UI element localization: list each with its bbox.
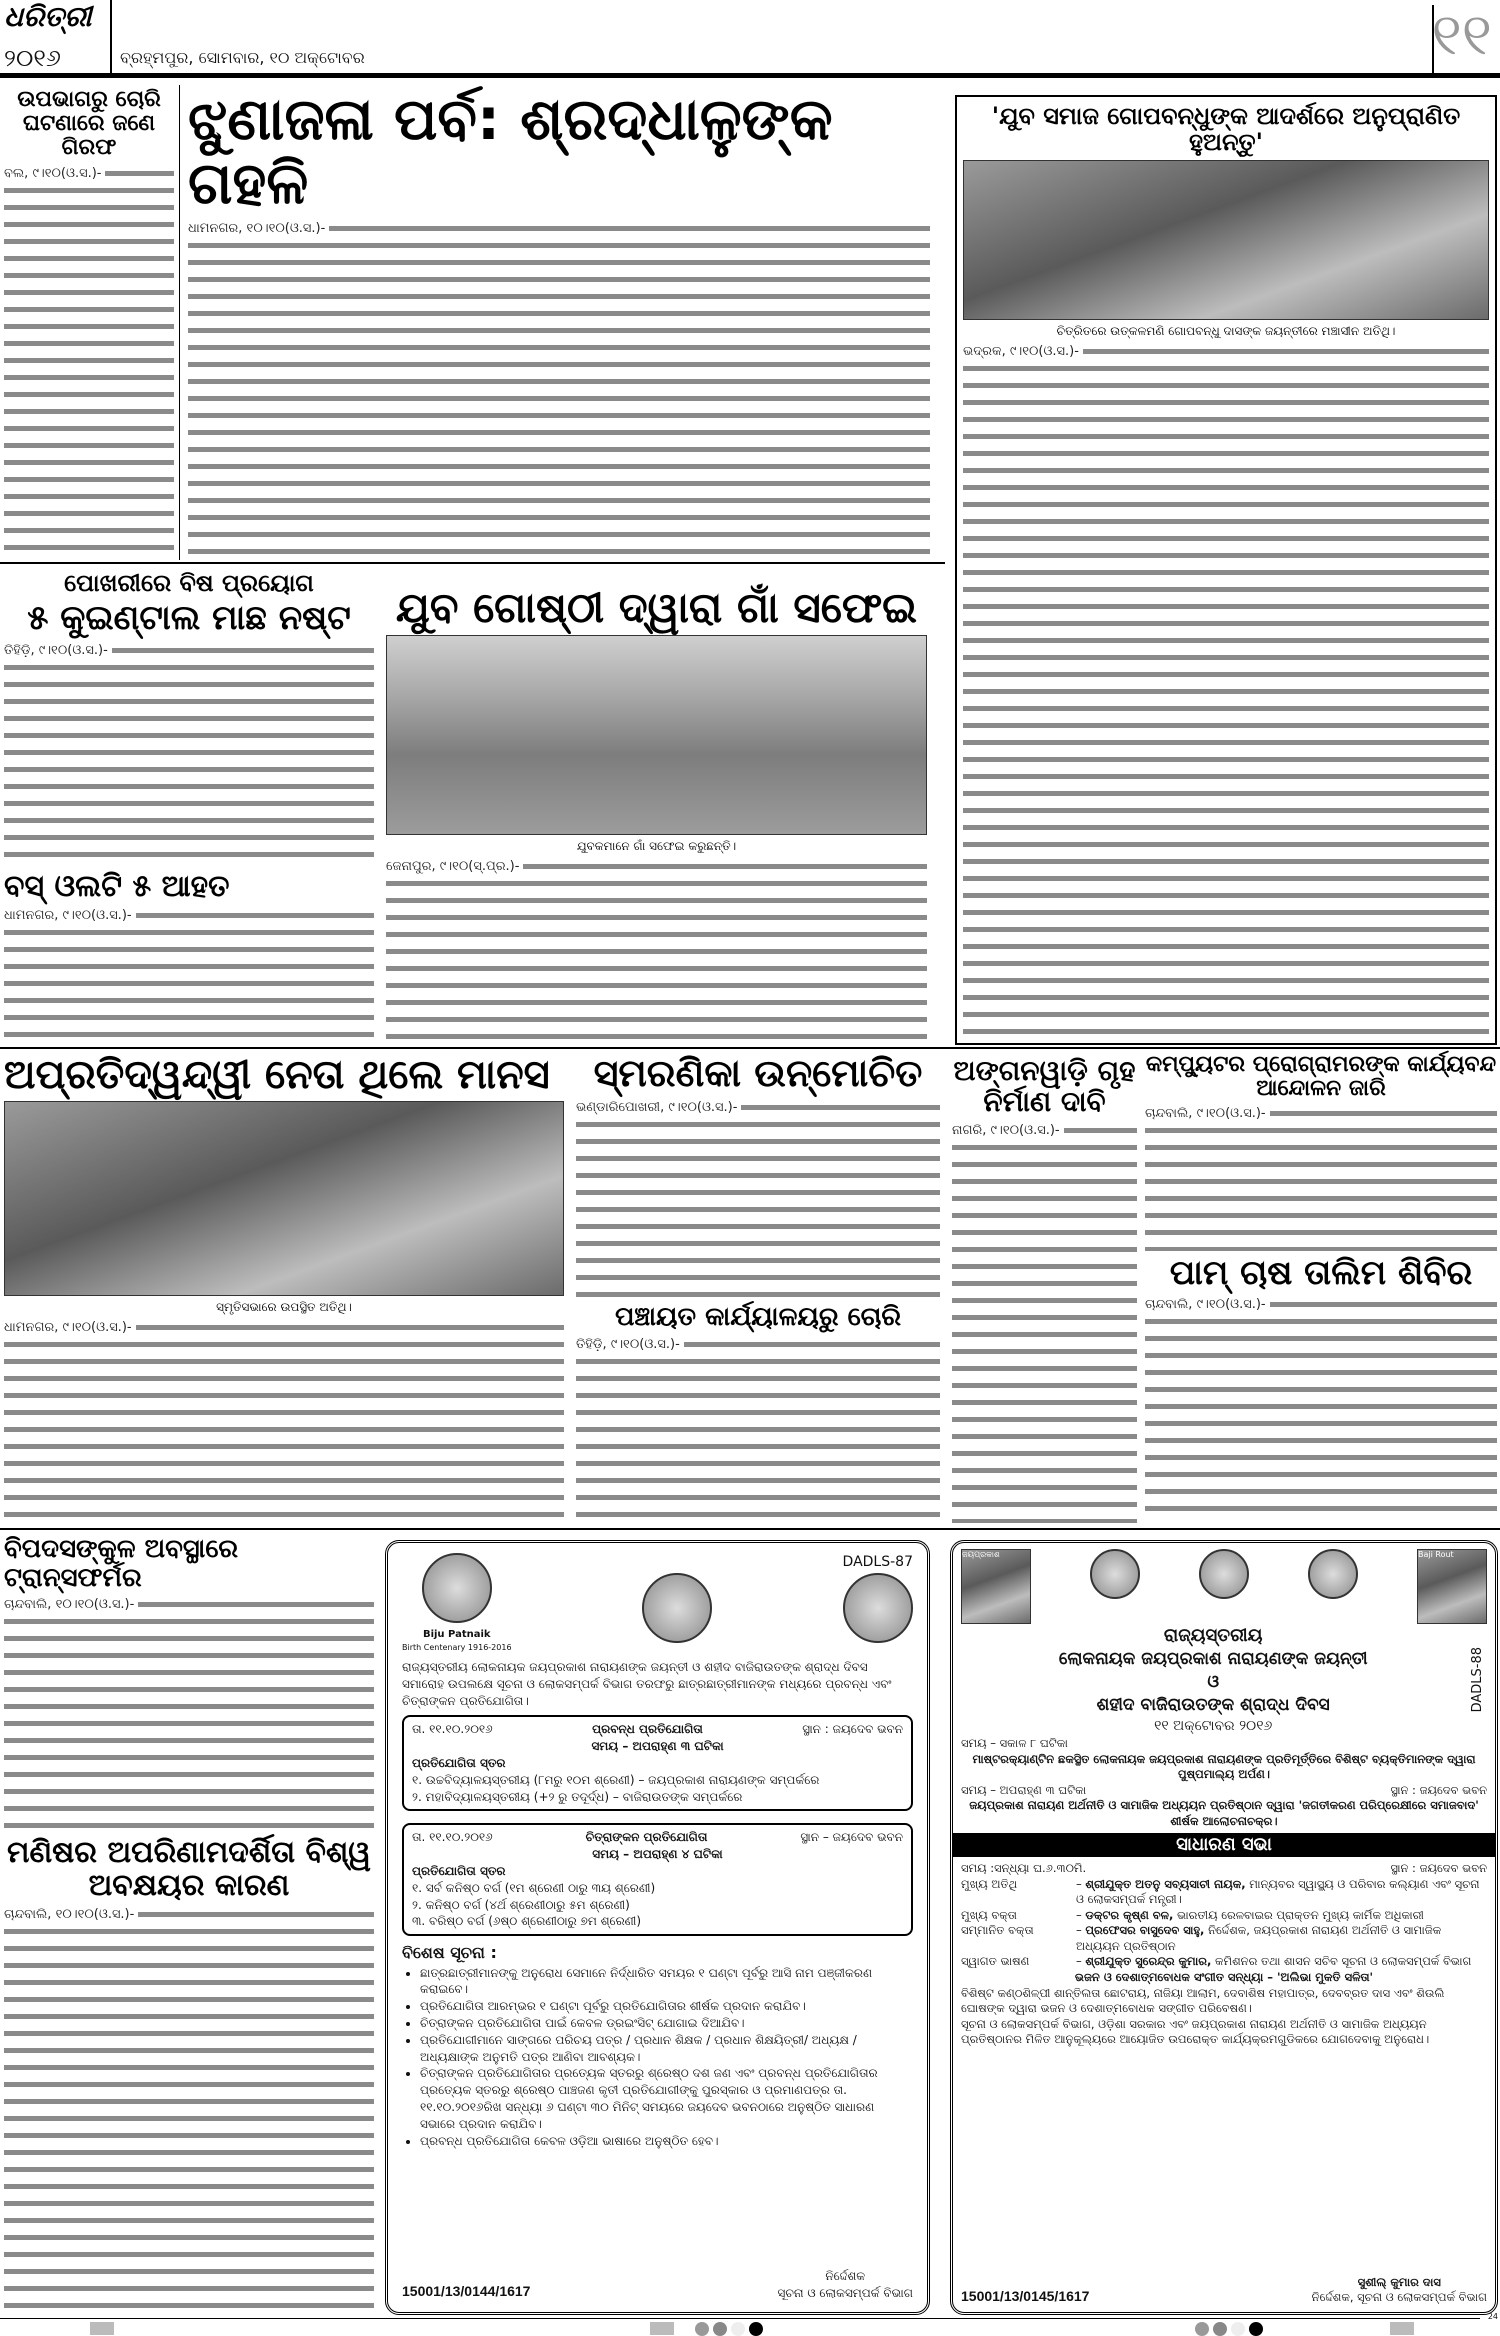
note-item: • ଚିତ୍ରାଙ୍କନ ପ୍ରତିଯୋଗିତାର ପ୍ରତ୍ୟେକ ସ୍ତରରୁ ଶ୍ରେଷ୍ଠ ଦଶ ଜଣ ଏବଂ ପ୍ରବନ୍ଧ ପ୍ରତିଯୋଗିତାର ପ୍ରତ୍ୟେକ ସ୍ତରରୁ ଶ୍ରେଷ୍ଠ ପାଞ୍ଚଜଣ କୃତୀ ପ୍ରତିଯୋଗୀଙ୍କୁ ପୁରସ୍କାର ଓ ପ୍ରମାଣପତ୍ର ତା. ୧୧.୧୦.୨୦୧୬ରିଖ ସନ୍ଧ୍ୟା ୬ ଘଣ୍ଟା ୩୦ ମିନିଟ୍ ସମୟରେ ଜୟଦେବ ଭବନଠାରେ ଅନୁଷ୍ଠିତ ସାଧାରଣ ସଭାରେ ପ୍ରଦାନ କରାଯିବ। (420, 2065, 913, 2132)
role-label: ସ୍ୱାଗତ ଭାଷଣ (961, 1954, 1030, 1969)
section-programmer (1145, 1053, 1497, 1251)
section-souvenir (576, 1053, 940, 1299)
ad2-images (961, 1549, 1487, 1624)
ad2-appeal: ସୂଚନା ଓ ଲୋକସମ୍ପର୍କ ବିଭାଗ, ଓଡ଼ିଶା ସରକାର ଏବଂ ଜୟପ୍ରକାଶ ନାରାୟଣ ଅର୍ଥନୀତି ଓ ସାମାଜିକ ଅଧ୍ୟୟନ ପ୍ରତିଷ୍ଠାନର ମିଳିତ ଆନୁକୂଲ୍ୟରେ ଆୟୋଜିତ ଉପରୋକ୍ତ କାର୍ଯ୍ୟକ୍ରମଗୁଡିକରେ ଯୋଗଦେବାକୁ ଅନୁରୋଧ। (961, 2016, 1430, 2047)
drawing-item: ୩. ବରିଷ୍ଠ ବର୍ଗ (୬ଷ୍ଠ ଶ୍ରେଣୀଠାରୁ ୭ମ ଶ୍ରେଣୀ) (412, 1914, 642, 1929)
story-lead: ତିହିଡ଼ି, ୯।୧୦(ଓ.ସ.)- (4, 643, 112, 658)
role-label: ସମ୍ମାନିତ ବକ୍ତା (961, 1923, 1034, 1938)
photo-manas-memorial (4, 1101, 564, 1296)
reg-dot (1213, 2322, 1227, 2336)
section-cleanup (386, 585, 927, 1040)
section-panchayat (576, 1303, 940, 1523)
essay-box (402, 1715, 913, 1811)
essay-header (412, 1721, 903, 1738)
story-cleanup (386, 858, 927, 1040)
headline-programmer: କମ୍ପ୍ୟୁଟର ପ୍ରୋଗ୍ରାମରଙ୍କ କାର୍ଯ୍ୟବନ୍ଦ ଆନ୍ଦୋଳନ ଜାରି (1145, 1052, 1497, 1102)
caption-manas: ସ୍ମୃତିସଭାରେ ଉପସ୍ଥିତ ଅତିଥି। (216, 1300, 352, 1314)
section-manas (4, 1053, 564, 1523)
ad1-ref: 15001/13/0144/1617 (402, 2283, 531, 2300)
drawing-date: ତା. ୧୧.୧୦.୨୦୧୬ (412, 1830, 493, 1845)
box-gopabandhu (955, 95, 1497, 1045)
role-row: ମୁଖ୍ୟ ବକ୍ତା – ଡକ୍ଟର କୃଷ୍ଣ ବଳ, ଭାରତୀୟ ରେଳବାଇର ପ୍ରାକ୍ତନ ମୁଖ୍ୟ କାର୍ମିକ ଅଧିକାରୀ (961, 1907, 1424, 1922)
story-gopabandhu (963, 343, 1489, 1037)
essay-title: ପ୍ରବନ୍ଧ ପ୍ରତିଯୋଗିତା (592, 1722, 703, 1737)
ad2-title: ଲୋକନାୟକ ଜୟପ୍ରକାଶ ନାରାୟଣଙ୍କ ଜୟନ୍ତୀ (1058, 1649, 1368, 1670)
story-lead: ଚାନ୍ଦବାଲି, ୯।୧୦(ଓ.ସ.)- (1145, 1297, 1270, 1312)
story-anganwadi (952, 1122, 1137, 1523)
footer-rule (0, 2318, 1480, 2319)
note-item: • ପ୍ରବନ୍ଧ ପ୍ରତିଯୋଗିତା କେବଳ ଓଡ଼ିଆ ଭାଷାରେ ଅନୁଷ୍ଠିତ ହେବ। (420, 2133, 913, 2150)
ad2-row (961, 1861, 1487, 1877)
essay-time: ସମୟ – ଅପରାହ୍ଣ ୩ ଘଟିକା (591, 1739, 724, 1754)
headline-palm: ପାମ୍ ଚାଷ ତାଲିମ ଶିବିର (1169, 1253, 1473, 1293)
drawing-item: ୧. ସର୍ବ କନିଷ୍ଠ ବର୍ଗ (୧ମ ଶ୍ରେଣୀ ଠାରୁ ୩ୟ ଶ୍ରେଣୀ) (412, 1880, 656, 1895)
ad2-time: ସମୟ :ସନ୍ଧ୍ୟା ଘ.୬.୩୦ମି. (961, 1861, 1087, 1876)
story-lead: ଜେନାପୁର, ୯।୧୦(ସ୍.ପ୍ର.)- (386, 859, 523, 874)
essay-item: ୨. ମହାବିଦ୍ୟାଳୟସ୍ତରୀୟ (+୨ ରୁ ତଦୂର୍ଦ୍ଧ) – ବାଜିରାଉତଙ୍କ ସମ୍ପର୍କରେ (412, 1789, 743, 1804)
signatory-name: ସୁଶୀଲ୍ କୁମାର ଦାସ (1357, 2274, 1441, 2289)
story-lead: ଚାନ୍ଦବାଲି, ୧୦।୧୦(ଓ.ସ.)- (4, 1597, 138, 1612)
color-bar (1390, 2322, 1414, 2335)
story-panchayat (576, 1336, 940, 1523)
ad2-code: DADLS-88 (1470, 1647, 1486, 1713)
ad2-title: ରାଜ୍ୟସ୍ତରୀୟ (1163, 1625, 1263, 1646)
ad2-music: ଭଜନ ଓ ଦେଶାତ୍ମବୋଧକ ସଂଗୀତ ସନ୍ଧ୍ୟା – 'ଅଲିଭା ମୁକତି ସଳିତା' (1074, 1970, 1374, 1984)
section-rule (0, 1528, 1500, 1530)
ad-jayanti (950, 1540, 1498, 2315)
ad1-signature (778, 2268, 913, 2302)
biju-portrait-icon (422, 1553, 492, 1623)
odisha-emblem-icon (1199, 1549, 1249, 1599)
page-number: ୧୧ (1431, 0, 1492, 68)
meeting-banner: ସାଧାରଣ ସଭା (953, 1833, 1495, 1857)
paper-year: ୨୦୧୬ (4, 44, 61, 72)
headline-panchayat: ପଞ୍ଚାୟତ କାର୍ଯ୍ୟାଳୟରୁ ଚୋରି (614, 1302, 902, 1332)
note-item: • ପ୍ରତିଯୋଗିତା ଆରମ୍ଭର ୧ ଘଣ୍ଟା ପୂର୍ବରୁ ପ୍ରତିଯୋଗିତାର ଶୀର୍ଷକ ପ୍ରଦାନ କରାଯିବ। (420, 1998, 913, 2015)
story-lead: ନାଗରି, ୯।୧୦(ଓ.ସ.)- (952, 1123, 1064, 1138)
story-lead: ଭଣ୍ଡାରିପୋଖରୀ, ୯।୧୦(ଓ.ସ.)- (576, 1100, 741, 1115)
section-rule (0, 562, 945, 564)
photo-baji-rout: Baji Rout (1417, 1549, 1487, 1624)
essay-venue: ସ୍ଥାନ : ଜୟଦେବ ଭବନ (802, 1722, 903, 1737)
story-lead: ବଲ, ୯।୧୦(ଓ.ସ.)- (4, 166, 105, 181)
biju-logo (402, 1553, 512, 1653)
essay-date: ତା. ୧୧.୧୦.୨୦୧୬ (412, 1722, 493, 1737)
color-bar (650, 2322, 674, 2335)
story-manas (4, 1319, 564, 1523)
role-name: ପ୍ରଫେସର ବାସୁଦେବ ସାହୁ, (1085, 1923, 1205, 1938)
drawing-header (412, 1829, 903, 1846)
ad2-title: ଶହୀଦ ବାଜିରାଉତଙ୍କ ଶ୍ରାଦ୍ଧ ଦିବସ (1096, 1695, 1330, 1716)
headline-bus: ବସ୍ ଓଲଟି ୫ ଆହତ (4, 869, 230, 904)
registration-marks (0, 2322, 1500, 2335)
essay-item: ୧. ଉଚ୍ଚବିଦ୍ୟାଳୟସ୍ତରୀୟ (୮ମରୁ ୧୦ମ ଶ୍ରେଣୀ) – ଜୟପ୍ରକାଶ ନାରାୟଣଙ୍କ ସମ୍ପର୍କରେ (412, 1772, 820, 1787)
headline-jhunajala: ଝୁଣାଜଳା ପର୍ବ: ଶ୍ରଦ୍ଧାଳୁଙ୍କ ଗହଳି (188, 85, 833, 217)
story-lead: ଚାନ୍ଦବାଲି, ୯।୧୦(ଓ.ସ.)- (1145, 1106, 1270, 1121)
color-bar (90, 2322, 114, 2335)
photo-jayaprakash: ଜୟପ୍ରକାଶ (961, 1549, 1031, 1624)
ad2-venue: ସ୍ଥାନ : ଜୟଦେବ ଭବନ (1390, 1861, 1487, 1876)
signatory-dept: ନିର୍ଦ୍ଦେଶକ, ସୂଚନା ଓ ଲୋକସମ୍ପର୍କ ବିଭାଗ (1311, 2290, 1487, 2305)
headline-theft-arrest: ଉପଭାଗରୁ ଚୋରି ଘଟଣାରେ ଜଣେ ଗିରଫ (17, 87, 161, 161)
role-desc: ମାନ୍ୟବର ସ୍ୱାସ୍ଥ୍ୟ ଓ ପରିବାର କଲ୍ୟାଣ ଏବଂ ସୂଚନା ଓ ଲୋକସମ୍ପର୍କ ମନ୍ତ୍ରୀ। (1076, 1876, 1480, 1907)
signatory-dept: ସୂଚନା ଓ ଲୋକସମ୍ପର୍କ ବିଭାଗ (777, 2286, 913, 2301)
signatory-title: ନିର୍ଦ୍ଦେଶକ (825, 2269, 866, 2284)
drawing-item: ୨. କନିଷ୍ଠ ବର୍ଗ (୪ର୍ଥ ଶ୍ରେଣୀଠାରୁ ୫ମ ଶ୍ରେଣୀ) (412, 1897, 630, 1912)
logo-sub: Birth Centenary 1916-2016 (402, 1642, 512, 1652)
role-desc: କମିଶନର ତଥା ଶାସନ ସଚିବ ସୂଚନା ଓ ଲୋକସମ୍ପର୍କ ବିଭାଗ (1215, 1954, 1472, 1969)
story-fish (4, 642, 374, 862)
role-label: ମୁଖ୍ୟ ବକ୍ତା (961, 1907, 1017, 1922)
drawing-venue: ସ୍ଥାନ – ଜୟଦେବ ଭବନ (800, 1830, 903, 1845)
section-bus (4, 870, 374, 1040)
story-jhunajala (188, 220, 930, 560)
section-anganwadi (952, 1056, 1137, 1523)
ad-competition (385, 1540, 930, 2315)
ad2-event: ମାଷ୍ଟରକ୍ୟାଣ୍ଟିନ ଛକସ୍ଥିତ ଲୋକନାୟକ ଜୟପ୍ରକାଶ ନାରାୟଣଙ୍କ ପ୍ରତିମୂର୍ତ୍ତିରେ ବିଶିଷ୍ଟ ବ୍ୟକ୍ତିମାନଙ୍କ ଦ୍ୱାରା ପୁଷ୍ପମାଲ୍ୟ ଅର୍ପଣ। (972, 1751, 1476, 1782)
roles-list (961, 1877, 1487, 1970)
photo-gopabandhu-jayanti (963, 160, 1489, 320)
reg-dot (713, 2322, 727, 2336)
reg-dot (1249, 2322, 1263, 2336)
role-row: ସ୍ୱାଗତ ଭାଷଣ – ଶ୍ରୀଯୁକ୍ତ ସୁରେନ୍ଦ୍ର କୁମାର, କମିଶନର ତଥା ଶାସନ ସଚିବ ସୂଚନା ଓ ଲୋକସମ୍ପର୍କ ବିଭାଗ (961, 1954, 1472, 1969)
headline-anganwadi: ଅଙ୍ଗନୱାଡ଼ି ଗୃହ ନିର୍ମାଣ ଦାବି (953, 1054, 1136, 1118)
role-row: ସମ୍ମାନିତ ବକ୍ତା – ପ୍ରଫେସର ବାସୁଦେବ ସାହୁ, ନିର୍ଦ୍ଦେଶକ, ଜୟପ୍ରକାଶ ନାରାୟଣ ଅର୍ଥନୀତି ଓ ସାମାଜିକ ଅଧ୍ୟୟନ ପ୍ରତିଷ୍ଠାନ (961, 1923, 1442, 1953)
section-transformer (4, 1535, 374, 1830)
section-fish (4, 570, 374, 862)
caption-cleanup: ଯୁବକମାନେ ଗାଁ ସଫେଇ କରୁଛନ୍ତି। (576, 839, 737, 854)
story-theft-arrest (4, 165, 174, 558)
story-lead: ଧାମନଗର, ୧୦।୧୦(ଓ.ସ.)- (188, 221, 329, 236)
ad2-time: ସମୟ – ଅପରାହ୍ଣ ୩ ଘଟିକା (961, 1782, 1087, 1797)
role-label: ମୁଖ୍ୟ ଅତିଥି (961, 1876, 1018, 1891)
headline-fish: ୫ କୁଇଣ୍ଟାଲ ମାଛ ନଷ୍ଟ (27, 598, 351, 639)
note-item: • ଛାତ୍ରଛାତ୍ରୀମାନଙ୍କୁ ଅନୁରୋଧ ସେମାନେ ନିର୍ଦ୍ଧାରିତ ସମୟର ୧ ଘଣ୍ଟା ପୂର୍ବରୁ ଆସି ନାମ ପଞ୍ଜୀକରଣ କରାଇବେ। (420, 1965, 913, 1999)
story-lead: ଚାନ୍ଦବାଲି, ୧୦।୧୦(ଓ.ସ.)- (4, 1907, 138, 1922)
drawing-title: ଚିତ୍ରାଙ୍କନ ପ୍ରତିଯୋଗିତା (585, 1830, 708, 1845)
notes-title: ବିଶେଷ ସୂଚନା : (402, 1943, 497, 1963)
story-programmer (1145, 1105, 1497, 1251)
ad2-title: ଓ (1207, 1672, 1220, 1693)
biju-portrait-icon (1308, 1549, 1358, 1599)
ad1-footer (402, 2268, 913, 2302)
headline-souvenir: ସ୍ମରଣିକା ଉନ୍ମୋଚିତ (593, 1051, 923, 1095)
ad-code: DADLS-87 (842, 1554, 913, 1570)
story-bus (4, 907, 374, 1040)
drawing-box (402, 1823, 913, 1936)
section-jhunajala (188, 85, 930, 560)
role-desc: ନିର୍ଦ୍ଦେଶକ, ଜୟପ୍ରକାଶ ନାରାୟଣ ଅର୍ଥନୀତି ଓ ସାମାଜିକ ଅଧ୍ୟୟନ ପ୍ରତିଷ୍ଠାନ (1076, 1923, 1442, 1953)
story-palm (1145, 1296, 1497, 1523)
section-theft-arrest (4, 88, 174, 558)
caption-gopabandhu: ଚିତ୍ରିତରେ ଉତ୍କଳମଣି ଗୋପବନ୍ଧୁ ଦାସଙ୍କ ଜୟନ୍ତୀରେ ମଞ୍ଚାସୀନ ଅତିଥି। (1056, 323, 1396, 338)
ad-intro: ରାଜ୍ୟସ୍ତରୀୟ ଲୋକନାୟକ ଜୟପ୍ରକାଶ ନାରାୟଣଙ୍କ ଜୟନ୍ତୀ ଓ ଶହୀଦ ବାଜିରାଉତଙ୍କ ଶ୍ରାଦ୍ଧ ଦିବସ ସମାରୋହ ଉପଲକ୍ଷେ ସୂଚନା ଓ ଲୋକସମ୍ପର୍କ ବିଭାଗ ତରଫରୁ ଛାତ୍ରଛାତ୍ରୀମାନଙ୍କ ମଧ୍ୟରେ ପ୍ରବନ୍ଧ ଏବଂ ଚିତ୍ରାଙ୍କନ ପ୍ରତିଯୋଗିତା। (402, 1659, 892, 1708)
role-name: ଡକ୍ଟର କୃଷ୍ଣ ବଳ, (1085, 1907, 1174, 1922)
ad2-venue: ସ୍ଥାନ : ଜୟଦେବ ଭବନ (1390, 1782, 1487, 1797)
note-item: • ପ୍ରତିଯୋଗୀମାନେ ସାଙ୍ଗରେ ପରିଚୟ ପତ୍ର / ପ୍ରଧାନ ଶିକ୍ଷକ / ପ୍ରଧାନ ଶିକ୍ଷୟିତ୍ରୀ/ ଅଧ୍ୟକ୍ଷ / ଅଧ୍ୟକ୍ଷାଙ୍କ ଅନୁମତି ପତ୍ର ଆଣିବା ଆବଶ୍ୟକ। (420, 2032, 913, 2066)
reg-dot (731, 2322, 745, 2336)
logo-text: Biju Patnaik (422, 1628, 491, 1640)
ad2-event: ଜୟପ୍ରକାଶ ନାରାୟଣ ଅର୍ଥନୀତି ଓ ସାମାଜିକ ଅଧ୍ୟୟନ ପ୍ରତିଷ୍ଠାନ ଦ୍ୱାରା 'ଜଗତୀକରଣ ପରିପ୍ରେକ୍ଷୀରେ ସମାଜବାଦ' ଶୀର୍ଷକ ଆଲୋଚନାଚକ୍ର। (969, 1798, 1479, 1828)
reg-dot (695, 2322, 709, 2336)
section-human (4, 1836, 374, 2318)
ad2-date: ୧୧ ଅକ୍ଟୋବର ୨୦୧୬ (1154, 1718, 1273, 1735)
kicker-fish: ପୋଖରୀରେ ବିଷ ପ୍ରୟୋଗ (64, 569, 314, 597)
reg-dot (1231, 2322, 1245, 2336)
headline-gopabandhu: 'ଯୁବ ସମାଜ ଗୋପବନ୍ଧୁଙ୍କ ଆଦର୍ଶରେ ଅନୁପ୍ରାଣିତ ହୁଅନ୍ତୁ' (991, 102, 1461, 157)
dateline: ବ୍ରହ୍ମପୁର, ସୋମବାର, ୧୦ ଅକ୍ଟୋବର (120, 48, 365, 67)
ad2-time: ସମୟ – ସକାଳ ୮ ଘଟିକା (961, 1736, 1068, 1750)
section-rule (0, 1047, 1500, 1049)
footer-number: 24 (1487, 2312, 1498, 2321)
drawing-time: ସମୟ – ଅପରାହ୍ଣ ୪ ଘଟିକା (592, 1847, 723, 1862)
ad2-footer (961, 2275, 1487, 2306)
headline-cleanup: ଯୁବ ଗୋଷ୍ଠୀ ଦ୍ୱାରା ଗାଁ ସଫେଇ (395, 583, 918, 632)
headline-manas: ଅପ୍ରତିଦ୍ୱନ୍ଦ୍ୱୀ ନେତା ଥିଲେ ମାନସ (4, 1052, 550, 1098)
note-item: • ଚିତ୍ରାଙ୍କନ ପ୍ରତିଯୋଗିତା ପାଇଁ କେବଳ ଡ୍ରଇଂସିଟ୍ ଯୋଗାଇ ଦିଆଯିବ। (420, 2015, 913, 2032)
ad2-row (961, 1783, 1487, 1799)
ad-logos (402, 1553, 913, 1653)
masthead (0, 0, 1500, 78)
column-rule (179, 85, 180, 560)
masthead-divider (110, 0, 112, 73)
ad2-title-block (961, 1624, 1487, 1736)
headline-human: ମଣିଷର ଅପରିଣାମଦର୍ଶିତା ବିଶ୍ୱ ଅବକ୍ଷୟର କାରଣ (7, 1835, 371, 1903)
paper-name: ଧରିତ୍ରୀ (4, 0, 92, 33)
story-human (4, 1906, 374, 2318)
story-lead: ଧାମନଗର, ୯।୧୦(ଓ.ସ.)- (4, 908, 136, 923)
story-lead: ତିହିଡ଼ି, ୯।୧୦(ଓ.ସ.)- (576, 1337, 684, 1352)
odisha-map-logo-icon (843, 1573, 913, 1643)
ad2-signature (1312, 2275, 1487, 2306)
ad2-titles (961, 1624, 1465, 1736)
story-transformer (4, 1596, 374, 1830)
drawing-level: ପ୍ରତିଯୋଗିତା ସ୍ତର (412, 1863, 506, 1878)
section-palm (1145, 1255, 1497, 1523)
role-name: ଶ୍ରୀଯୁକ୍ତ ଅତନୁ ସବ୍ୟସାଚୀ ନାୟକ, (1085, 1876, 1246, 1891)
reg-dot (749, 2322, 763, 2336)
notes-list (402, 1965, 913, 2150)
odisha-emblem-icon (642, 1573, 712, 1643)
story-souvenir (576, 1099, 940, 1299)
ad2-singers: ବିଶିଷ୍ଟ କଣ୍ଠଶିଳ୍ପୀ ଶାନ୍ତିଲତା ଛୋଟରାୟ, ନାଜିୟା ଆଲାମ, ଦେବାଶିଷ ମହାପାତ୍ର, ଦେବବ୍ରତ ଦାସ ଏବଂ ଶିଉଲି ଘୋଷଙ୍କ ଦ୍ୱାରା ଭଜନ ଓ ଦେଶାତ୍ମବୋଧକ ସଙ୍ଗୀତ ପରିବେଷଣ। (961, 1985, 1445, 2016)
story-lead: ଧାମନଗର, ୯।୧୦(ଓ.ସ.)- (4, 1320, 136, 1335)
reg-dot (1195, 2322, 1209, 2336)
essay-level: ପ୍ରତିଯୋଗିତା ସ୍ତର (412, 1755, 506, 1770)
story-lead: ଭଦ୍ରକ, ୯।୧୦(ଓ.ସ.)- (963, 344, 1083, 359)
odisha-map-logo-icon (1090, 1549, 1140, 1599)
role-name: ଶ୍ରୀଯୁକ୍ତ ସୁରେନ୍ଦ୍ର କୁମାର, (1085, 1954, 1212, 1969)
headline-transformer: ବିପଦସଙ୍କୁଳ ଅବସ୍ଥାରେ ଟ୍ରାନ୍ସଫର୍ମର (4, 1534, 239, 1593)
role-desc: ଭାରତୀୟ ରେଳବାଇର ପ୍ରାକ୍ତନ ମୁଖ୍ୟ କାର୍ମିକ ଅଧିକାରୀ (1176, 1907, 1424, 1922)
ad2-ref: 15001/13/0145/1617 (961, 2288, 1090, 2305)
photo-cleanup (386, 635, 927, 835)
role-row: ମୁଖ୍ୟ ଅତିଥି – ଶ୍ରୀଯୁକ୍ତ ଅତନୁ ସବ୍ୟସାଚୀ ନାୟକ, ମାନ୍ୟବର ସ୍ୱାସ୍ଥ୍ୟ ଓ ପରିବାର କଲ୍ୟାଣ ଏବଂ ସୂଚନା ଓ ଲୋକସମ୍ପର୍କ ମନ୍ତ୍ରୀ। (961, 1876, 1480, 1907)
